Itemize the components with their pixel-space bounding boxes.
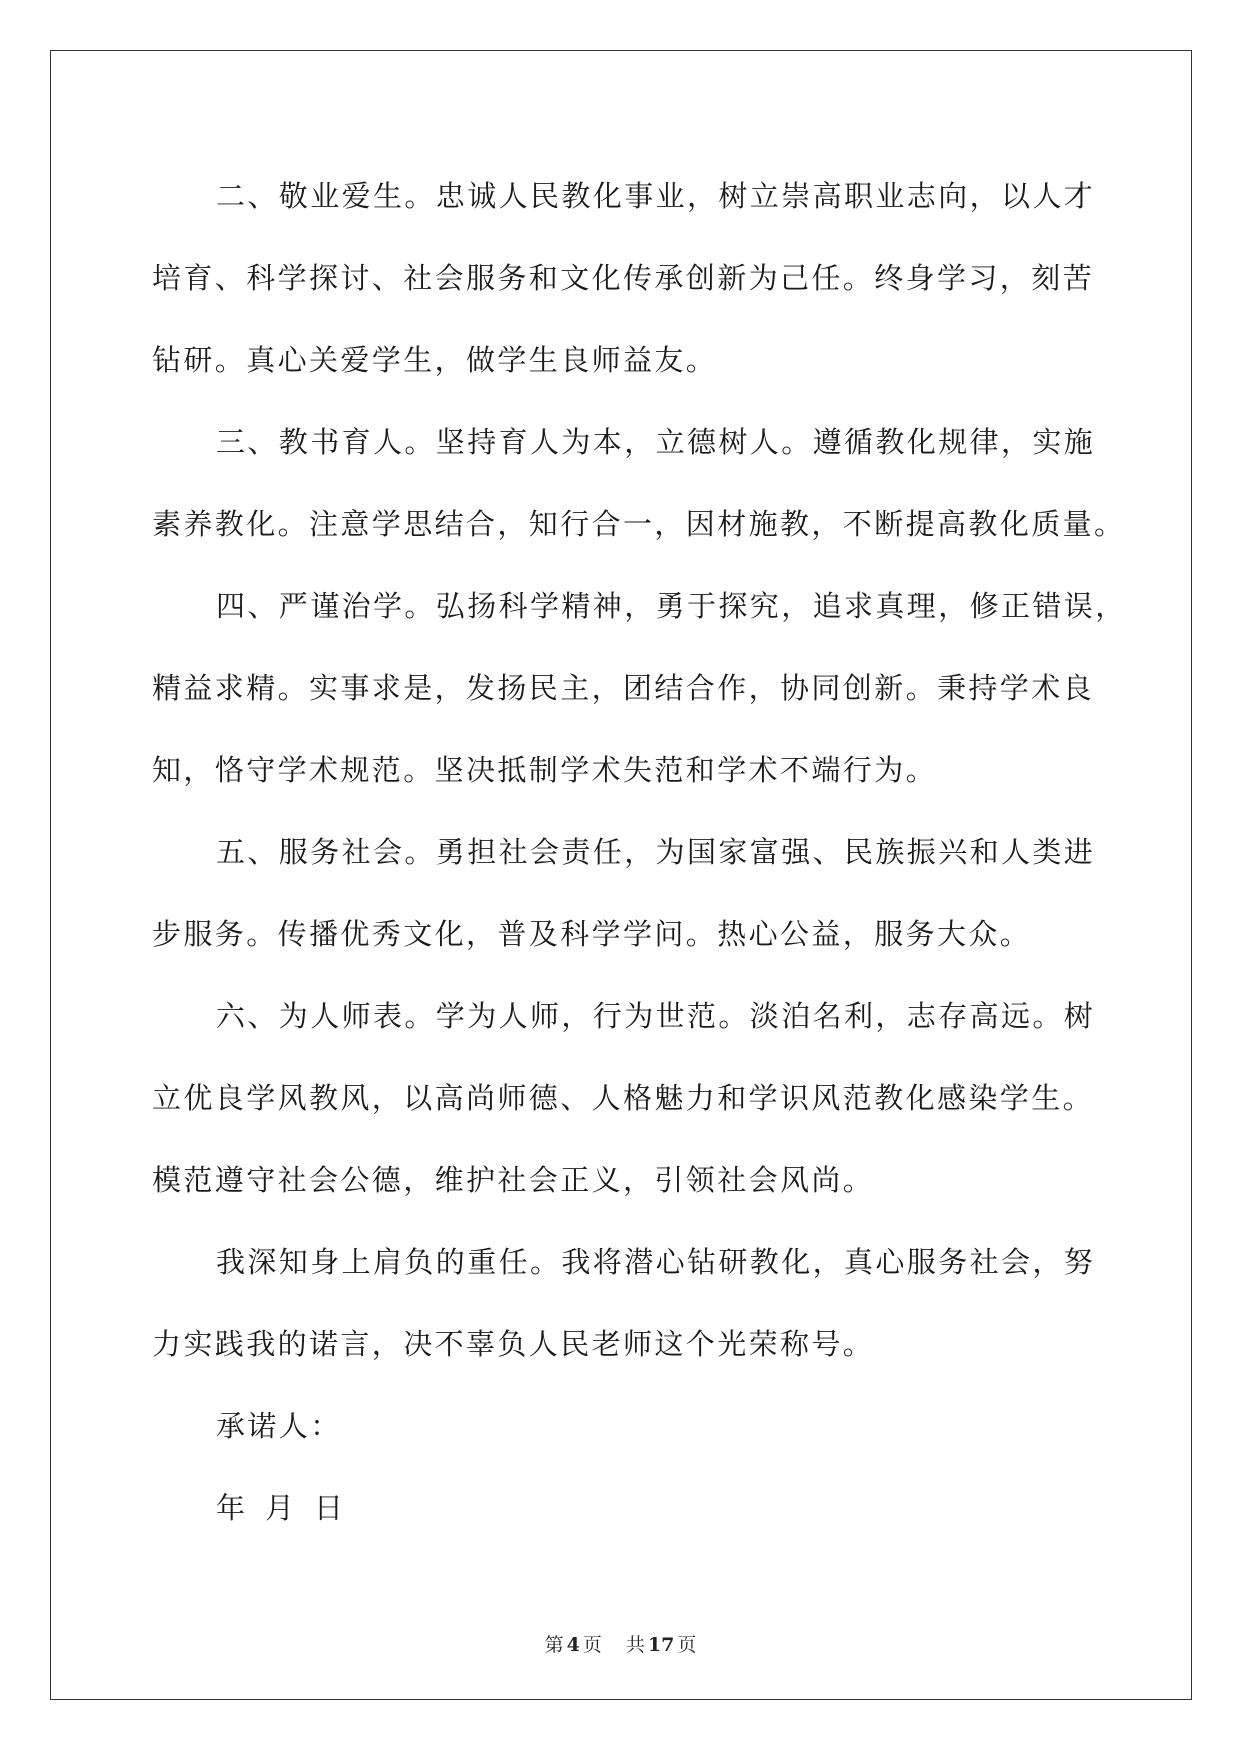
- paragraph-line: 培育、科学探讨、社会服务和文化传承创新为己任。终身学习，刻苦: [152, 261, 1095, 295]
- paragraph-line: 步服务。传播优秀文化，普及科学学问。热心公益，服务大众。: [152, 917, 1032, 951]
- paragraph-line: 钻研。真心关爱学生，做学生良师益友。: [152, 343, 718, 377]
- paragraph-line: 模范遵守社会公德，维护社会正义，引领社会风尚。: [152, 1163, 875, 1197]
- footer-page-unit: 页: [582, 1634, 602, 1656]
- paragraph-line: 精益求精。实事求是，发扬民主，团结合作，协同创新。秉持学术良: [152, 671, 1095, 705]
- date-line: [152, 1467, 1092, 1549]
- paragraph-dedication: [152, 155, 1096, 401]
- paragraph-pledge: [152, 1221, 1096, 1385]
- page-footer: [0, 1630, 1241, 1657]
- paragraph-line: 立优良学风教风，以高尚师德、人格魅力和学识风范教化感染学生。: [152, 1081, 1095, 1115]
- paragraph-scholarship: [152, 565, 1127, 811]
- footer-prefix: 第: [544, 1634, 564, 1656]
- paragraph-line: 知，恪守学术规范。坚决抵制学术失范和学术不端行为。: [152, 753, 938, 787]
- date-year: 年: [216, 1491, 246, 1525]
- date-day: 日: [314, 1491, 344, 1525]
- paragraph-line: 力实践我的诺言，决不辜负人民老师这个光荣称号。: [152, 1327, 875, 1361]
- paragraph-line: 三、教书育人。坚持育人为本，立德树人。遵循教化规律，实施: [216, 425, 1096, 459]
- paragraph-line: 素养教化。注意学思结合，知行合一，因材施教，不断提高教化质量。: [152, 507, 1126, 541]
- date-month: 月: [265, 1491, 295, 1525]
- paragraph-role-model: [152, 975, 1096, 1221]
- total-page-count: 17: [647, 1634, 675, 1656]
- paragraph-line: 六、为人师表。学为人师，行为世范。淡泊名利，志存高远。树: [216, 999, 1096, 1033]
- paragraph-teaching: [152, 401, 1126, 565]
- footer-total-prefix: 共: [625, 1634, 645, 1656]
- signature-label: 承诺人：: [216, 1409, 342, 1443]
- document-body: [152, 155, 1127, 1549]
- paragraph-line: 二、敬业爱生。忠诚人民教化事业，树立崇高职业志向，以人才: [216, 179, 1096, 213]
- paragraph-service: [152, 811, 1096, 975]
- paragraph-line: 四、严谨治学。弘扬科学精神，勇于探究，追求真理，修正错误，: [216, 589, 1127, 623]
- paragraph-line: 我深知身上肩负的重任。我将潜心钻研教化，真心服务社会，努: [216, 1245, 1096, 1279]
- current-page-number: 4: [566, 1634, 580, 1656]
- paragraph-line: 五、服务社会。勇担社会责任，为国家富强、民族振兴和人类进: [216, 835, 1096, 869]
- footer-total-unit: 页: [677, 1634, 697, 1656]
